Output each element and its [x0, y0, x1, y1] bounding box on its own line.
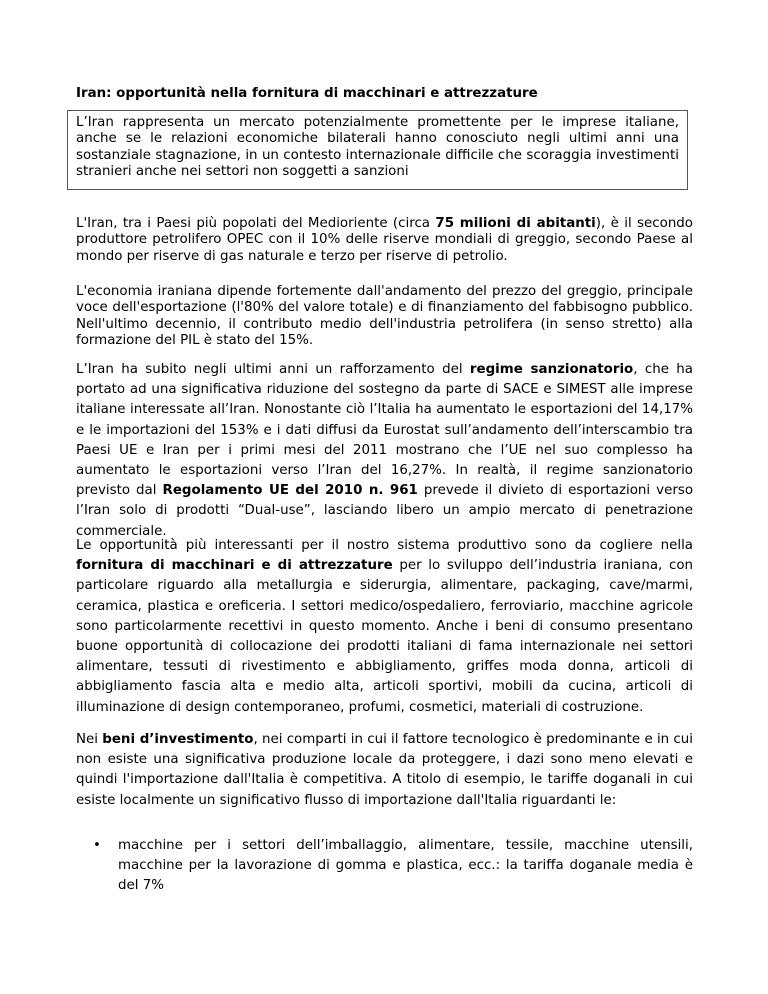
- text-span: , nei comparti in cui il fattore tecnologico è predominante e in cui non esiste una significativa produzione locale da proteggere, i dazi sono meno elevati e quindi l'importazione dall'Italia è competitiva. A titolo di esempio, le tariffe doganali in cui esiste localmente un significativo flusso di importazione dall'Italia riguardanti le:: [76, 732, 694, 808]
- text-span: Nei: [76, 732, 103, 747]
- bold-span: beni d’investimento: [102, 732, 254, 747]
- bold-span: fornitura di macchinari e di attrezzature: [76, 558, 393, 574]
- summary-box: L’Iran rappresenta un mercato potenzialmente promettente per le imprese italiane, anche se le relazioni economiche bilaterali hanno conosciuto negli ultimi anni una sostanziale stagnazione, in un contesto internazionale difficile che scoraggia investimenti stranieri anche nei settori non soggetti a sanzioni: [67, 110, 688, 190]
- bullet-marker: •: [93, 838, 101, 853]
- paragraph-investment-goods: [76, 730, 693, 811]
- bold-span: Regolamento UE del 2010 n. 961: [162, 483, 418, 499]
- paragraph-economy: L'economia iraniana dipende fortemente dall'andamento del prezzo del greggio, principale voce dell'esportazione (l'80% del valore totale) e di finanziamento del fabbisogno pubblico. Nell'ultimo decennio, il contributo medio dell'industria petrolifera (in senso stretto) alla formazione del PIL è stato del 15%.: [76, 284, 693, 349]
- text-span: L’Iran ha subito negli ultimi anni un rafforzamento del: [76, 362, 470, 377]
- text-span: , che ha portato ad una significativa riduzione del sostegno da parte di SACE e SIMEST alle imprese italiane interessate all’Iran. Nonostante ciò l’Italia ha aumentato le esportazioni del 14,17% e le importazioni del 153% e i dati diffusi da Eurostat sull’andamento dell’interscambio tra Paesi UE e Iran per i primi mesi del 2011 mostrano che l’UE nel suo complesso ha aumentato le esportazioni verso l’Iran del 16,27%. In realtà, il regime sanzionatorio previsto dal: [76, 362, 693, 499]
- list-item-text: macchine per i settori dell’imballaggio, alimentare, tessile, macchine utensili, macchine per la lavorazione di gomma e plastica, ecc.: la tariffa doganale media è del 7%: [118, 838, 693, 894]
- paragraph-population: [76, 216, 693, 265]
- text-span: L'Iran, tra i Paesi più popolati del Medioriente (circa: [76, 216, 436, 231]
- text-span: Le opportunità più interessanti per il nostro sistema produttivo sono da cogliere nella: [76, 538, 693, 553]
- document-title: Iran: opportunità nella fornitura di macchinari e attrezzature: [76, 86, 538, 101]
- bold-span: regime sanzionatorio: [469, 362, 634, 377]
- bold-span: 75 milioni di abitanti: [435, 216, 596, 231]
- paragraph-opportunities: [76, 536, 693, 718]
- text-span: prevede il divieto di esportazioni verso l’Iran solo di prodotti “Dual-use”, lasciando libero un ampio mercato di penetrazione commerciale.: [76, 483, 694, 539]
- text-span: per lo sviluppo dell’industria iraniana, con particolare riguardo alla metallurgia e siderurgia, alimentare, packaging, cave/marmi, ceramica, plastica e oreficeria. I settori medico/ospedaliero, ferroviario, macchine agricole sono particolarmente recettivi in questo momento. Anche i beni di consumo presentano buone opportunità di collocazione dei prodotti italiani di fama internazionale nei settori alimentare, tessuti di rivestimento e abbigliamento, griffes moda donna, articoli di abbigliamento fascia alta e medio alta, articoli sportivi, mobili da cucina, articoli di illuminazione di design contemporaneo, profumi, cosmetici, materiali di costruzione.: [76, 558, 693, 715]
- paragraph-sanctions: [76, 360, 693, 542]
- text-span: ), è il secondo produttore petrolifero OPEC con il 10% delle riserve mondiali di greggio, secondo Paese al mondo per riserve di gas naturale e terzo per riserve di petrolio.: [76, 216, 693, 264]
